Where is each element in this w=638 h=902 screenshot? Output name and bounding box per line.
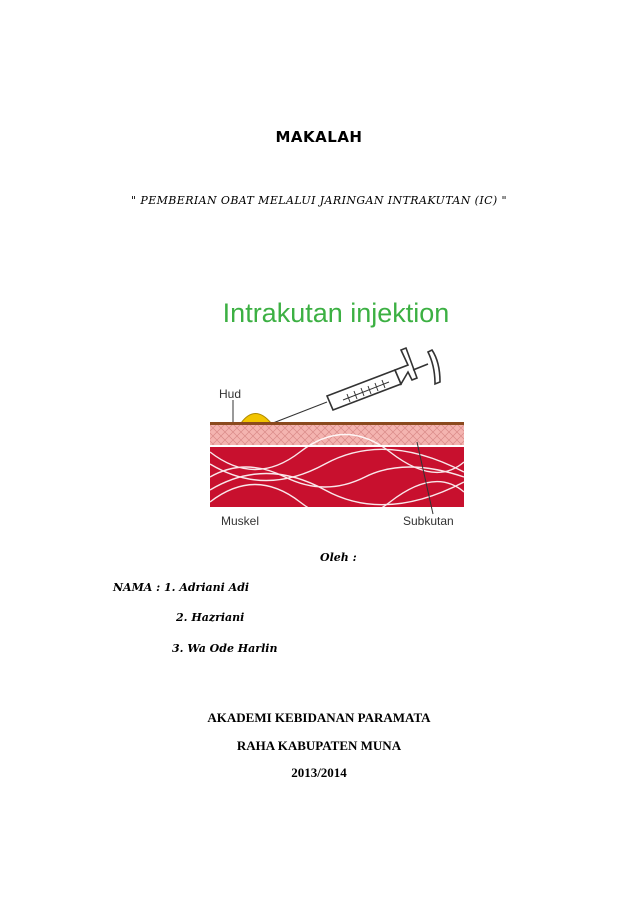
document-subtitle: " PEMBERIAN OBAT MELALUI JARINGAN INTRAKUTAN (IC) " [131,194,507,207]
syringe-icon [273,348,440,423]
label-hud: Hud [219,387,242,401]
academic-year: 2013/2014 [291,765,347,780]
label-muskel: Muskel [221,514,260,528]
label-subkutan: Subkutan [403,514,454,528]
figure-heading: Intrakutan injektion [222,298,450,328]
member-2: 2. Hazriani [176,611,245,624]
oleh-label: Oleh : [320,551,357,564]
institution-name: AKADEMI KEBIDANAN PARAMATA [207,710,431,725]
document-title: MAKALAH [275,128,363,146]
nama-line: NAMA : 1. Adriani Adi [113,581,250,594]
institution-location: RAHA KABUPATEN MUNA [236,738,402,753]
injection-illustration [205,292,467,532]
member-3: 3. Wa Ode Harlin [172,642,278,655]
skin-bleb [241,414,271,424]
